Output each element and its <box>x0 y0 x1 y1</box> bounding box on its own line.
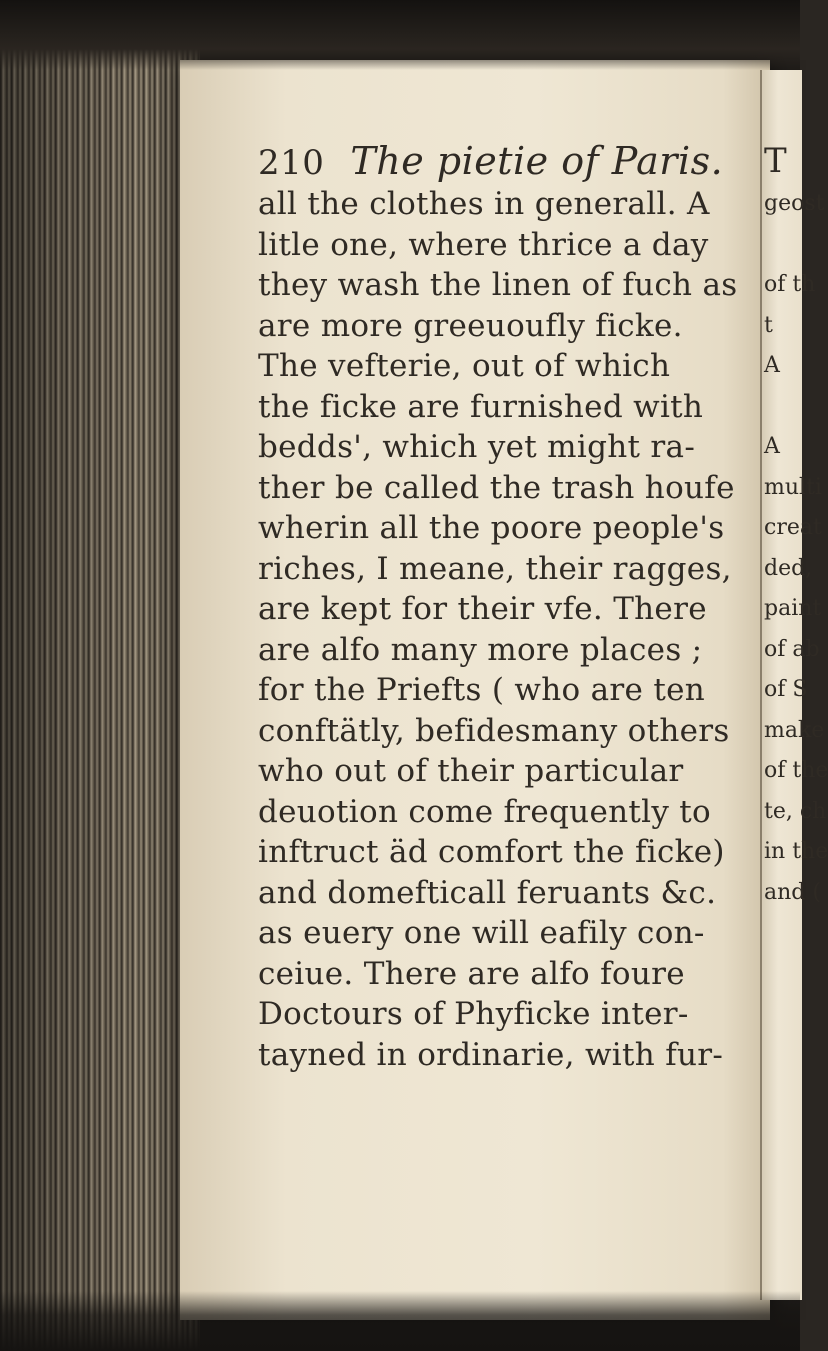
text-line: the ficke are furnished with <box>258 388 704 425</box>
facing-page-line: te, ch <box>764 798 827 824</box>
text-line: Doctours of Phyficke inter- <box>258 996 689 1032</box>
facing-page-line: of ab <box>764 636 820 662</box>
text-line: as euery one will eafily con- <box>258 915 705 951</box>
facing-page-line: creat <box>764 515 822 540</box>
text-line: who out of their particular <box>258 753 684 789</box>
text-line: they wash the linen of fuch as <box>258 267 738 303</box>
facing-page-line: t <box>764 312 773 338</box>
facing-page-line: in the <box>764 839 828 864</box>
facing-page-line: paint <box>764 596 822 621</box>
text-line: are alfo many more places ; <box>258 631 703 668</box>
text-line: inftruct äd comfort the ficke) <box>258 834 725 870</box>
facing-page-text <box>764 138 828 913</box>
facing-page-line: of S <box>764 677 808 702</box>
facing-page-head: T <box>764 141 787 181</box>
scan-bottom-shadow <box>0 1291 800 1351</box>
facing-page-line: A <box>764 353 780 378</box>
text-line: conftätly, befidesmany others <box>258 712 730 749</box>
facing-page-line: geost <box>764 191 825 216</box>
text-line: The vefterie, out of which <box>258 348 671 384</box>
text-line: are kept for their vfe. There <box>258 591 707 627</box>
text-line: tayned in ordinarie, with fur- <box>258 1036 724 1073</box>
page-text <box>258 138 738 1075</box>
text-line: ceiue. There are alfo foure <box>258 955 685 992</box>
page-number: 210 <box>258 143 325 183</box>
facing-page-line <box>764 387 800 428</box>
text-line: for the Priefts ( who are ten <box>258 672 705 708</box>
text-line: and domefticall feruants &c. <box>258 874 717 911</box>
text-line: all the clothes in generall. A <box>258 186 710 222</box>
text-line: litle one, where thrice a day <box>258 226 709 263</box>
facing-page-line: multi <box>764 474 822 500</box>
text-line: deuotion come frequently to <box>258 793 712 830</box>
text-line: riches, I meane, their ragges, <box>258 550 732 587</box>
scan-top-shadow <box>0 0 800 70</box>
facing-page-line: ded, <box>764 555 813 581</box>
facing-page-line: and ( <box>764 879 821 905</box>
running-head <box>258 138 724 184</box>
facing-page-line: A <box>764 434 780 459</box>
facing-page-line: of th <box>764 272 816 297</box>
text-line: wherin all the poore people's <box>258 510 725 546</box>
facing-page-line: make <box>764 717 825 743</box>
running-title: The pietie of Paris. <box>350 139 724 183</box>
facing-page-line <box>764 225 800 266</box>
text-line: bedds', which yet might ra- <box>258 429 696 465</box>
facing-page-line: of the <box>764 758 828 783</box>
text-line: ther be called the trash houfe <box>258 469 735 506</box>
text-line: are more greeuoufly ficke. <box>258 307 683 344</box>
page-edges-binding <box>0 0 200 1351</box>
